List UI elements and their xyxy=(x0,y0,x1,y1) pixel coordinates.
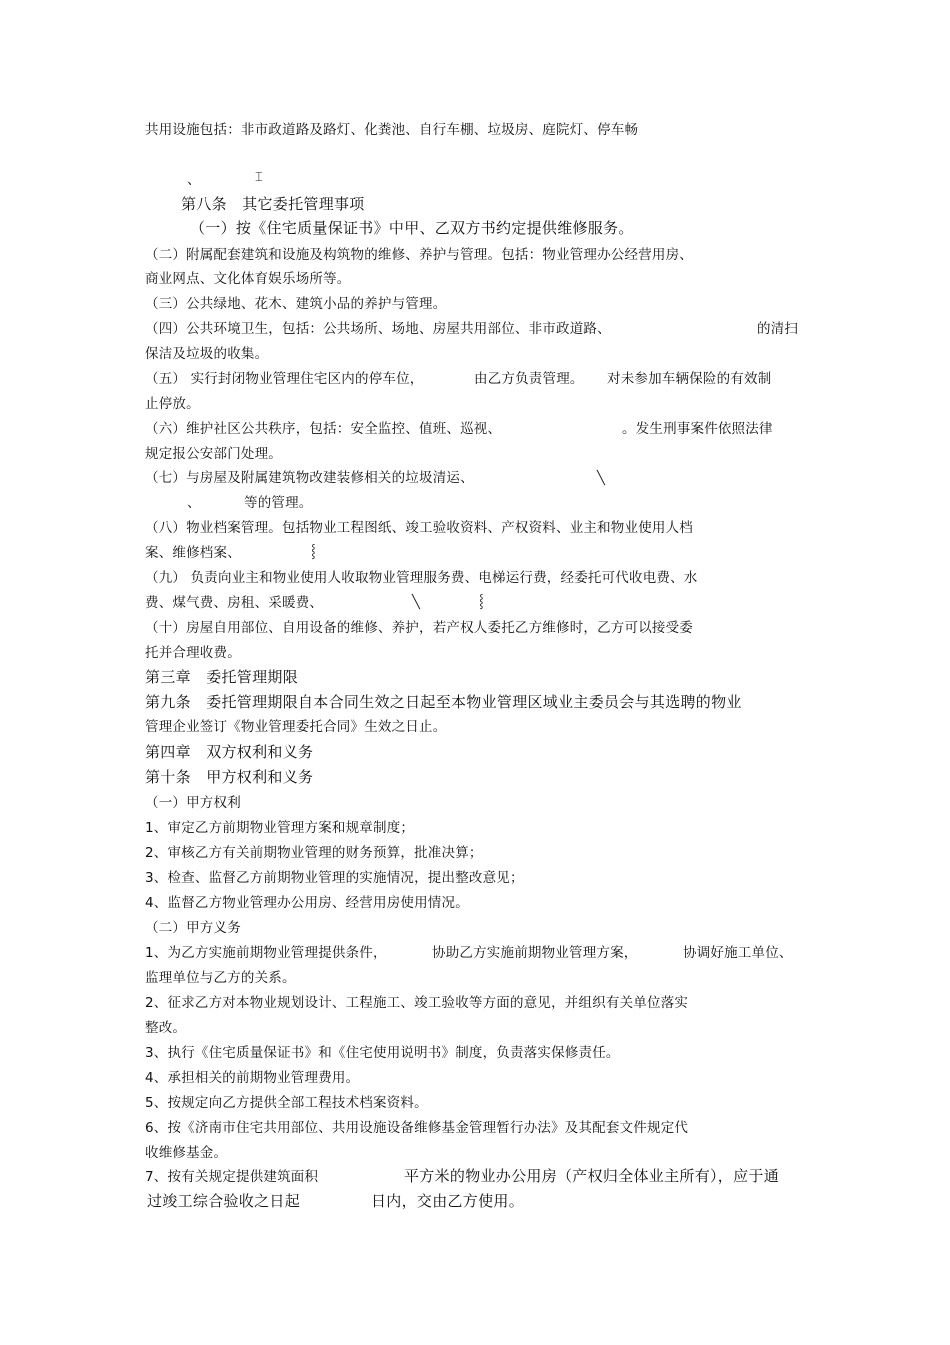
section-heading: 第十条 甲方权利和义务 xyxy=(145,768,314,786)
text-line: 、 xyxy=(187,172,201,188)
text-line: 6、按《济南市住宅共用部位、共用设施设备维修基金管理暂行办法》及其配套文件规定代 xyxy=(145,1120,689,1136)
text-line: 管理企业签订《物业管理委托合同》生效之日止。 xyxy=(145,719,447,735)
text-line: 对未参加车辆保险的有效制 xyxy=(607,371,772,387)
text-line: 3、执行《住宅质量保证书》和《住宅使用说明书》制度，负责落实保修责任。 xyxy=(145,1045,620,1061)
text-line: （九） 负责向业主和物业使用人收取物业管理服务费、电梯运行费，经委托可代收电费、水 xyxy=(145,570,698,586)
scan-artifact-mark: ╲ xyxy=(597,471,605,486)
text-line: （一）甲方权利 xyxy=(145,795,241,811)
text-line: 1、为乙方实施前期物业管理提供条件， xyxy=(145,945,387,961)
scan-artifact-mark: ╲ xyxy=(412,595,420,610)
text-line: （七）与房屋及附属建筑物改建装修相关的垃圾清运、 xyxy=(145,470,474,486)
text-line: 等的管理。 xyxy=(244,495,313,511)
scan-artifact-mark: ⸾ xyxy=(311,544,316,559)
text-line: 7、按有关规定提供建筑面积 xyxy=(145,1169,319,1185)
text-line: 2、征求乙方对本物业规划设计、工程施工、竣工验收等方面的意见，并组织有关单位落实 xyxy=(145,995,689,1011)
text-line: 的清扫 xyxy=(757,321,799,337)
text-line: 平方米的物业办公用房（产权归全体业主所有），应于通 xyxy=(404,1167,780,1185)
text-line: （二）甲方义务 xyxy=(145,920,241,936)
text-line: 协调好施工单位、 xyxy=(683,945,793,961)
text-line: 5、按规定向乙方提供全部工程技术档案资料。 xyxy=(145,1095,428,1111)
text-line: （四）公共环境卫生，包括：公共场所、场地、房屋共用部位、非市政道路、 xyxy=(145,321,611,337)
text-line: 托并合理收费。 xyxy=(145,645,241,661)
text-line: 2、审核乙方有关前期物业管理的财务预算，批准决算； xyxy=(145,845,483,861)
text-line: 费、煤气费、房租、采暖费、 xyxy=(145,595,324,611)
text-line: 4、监督乙方物业管理办公用房、经营用房使用情况。 xyxy=(145,895,469,911)
text-line: （二）附属配套建筑和设施及构筑物的维修、养护与管理。包括：物业管理办公经营用房、 xyxy=(145,247,693,263)
text-line: 监理单位与乙方的关系。 xyxy=(145,970,296,986)
text-line: 。发生刑事案件依照法律 xyxy=(622,421,773,437)
text-line: （六）维护社区公共秩序，包括：安全监控、值班、巡视、 xyxy=(145,421,502,437)
text-line: 协助乙方实施前期物业管理方案， xyxy=(432,945,638,961)
text-line: 1、审定乙方前期物业管理方案和规章制度； xyxy=(145,820,415,836)
text-line: （一）按《住宅质量保证书》中甲、乙双方书约定提供维修服务。 xyxy=(190,219,634,237)
text-line: 过竣工综合验收之日起 xyxy=(147,1192,301,1210)
chapter-heading: 第四章 双方权利和义务 xyxy=(145,743,314,761)
text-line: 保洁及垃圾的收集。 xyxy=(145,346,269,362)
text-line: 共用设施包括：非市政道路及路灯、化粪池、自行车棚、垃圾房、庭院灯、停车畅 xyxy=(145,122,639,138)
text-line: 规定报公安部门处理。 xyxy=(145,446,282,462)
text-line: 案、维修档案、 xyxy=(145,545,241,561)
text-line: 3、检查、监督乙方前期物业管理的实施情况，提出整改意见； xyxy=(145,870,524,886)
text-line: 止停放。 xyxy=(145,396,200,412)
chapter-heading: 第三章 委托管理期限 xyxy=(145,668,299,686)
text-line: 整改。 xyxy=(145,1020,187,1036)
text-line: （三）公共绿地、花木、建筑小品的养护与管理。 xyxy=(145,296,447,312)
text-line: 、 xyxy=(187,495,201,511)
text-line: 日内，交由乙方使用。 xyxy=(371,1192,525,1210)
text-line: 第九条 委托管理期限自本合同生效之日起至本物业管理区域业主委员会与其选聘的物业 xyxy=(145,693,742,711)
section-heading: 第八条 其它委托管理事项 xyxy=(181,195,365,213)
text-line: （八）物业档案管理。包括物业工程图纸、竣工验收资料、产权资料、业主和物业使用人档 xyxy=(145,520,693,536)
scan-artifact-mark: ⌶ xyxy=(255,170,263,185)
scan-artifact-mark: ⸾ xyxy=(479,594,484,609)
text-line: 收维修基金。 xyxy=(145,1145,228,1161)
text-line: 商业网点、文化体育娱乐场所等。 xyxy=(145,271,351,287)
text-line: 由乙方负责管理。 xyxy=(474,371,584,387)
text-line: （十）房屋自用部位、自用设备的维修、养护，若产权人委托乙方维修时，乙方可以接受委 xyxy=(145,620,693,636)
text-line: （五） 实行封闭物业管理住宅区内的停车位， xyxy=(145,371,424,387)
text-line: 4、承担相关的前期物业管理费用。 xyxy=(145,1070,360,1086)
